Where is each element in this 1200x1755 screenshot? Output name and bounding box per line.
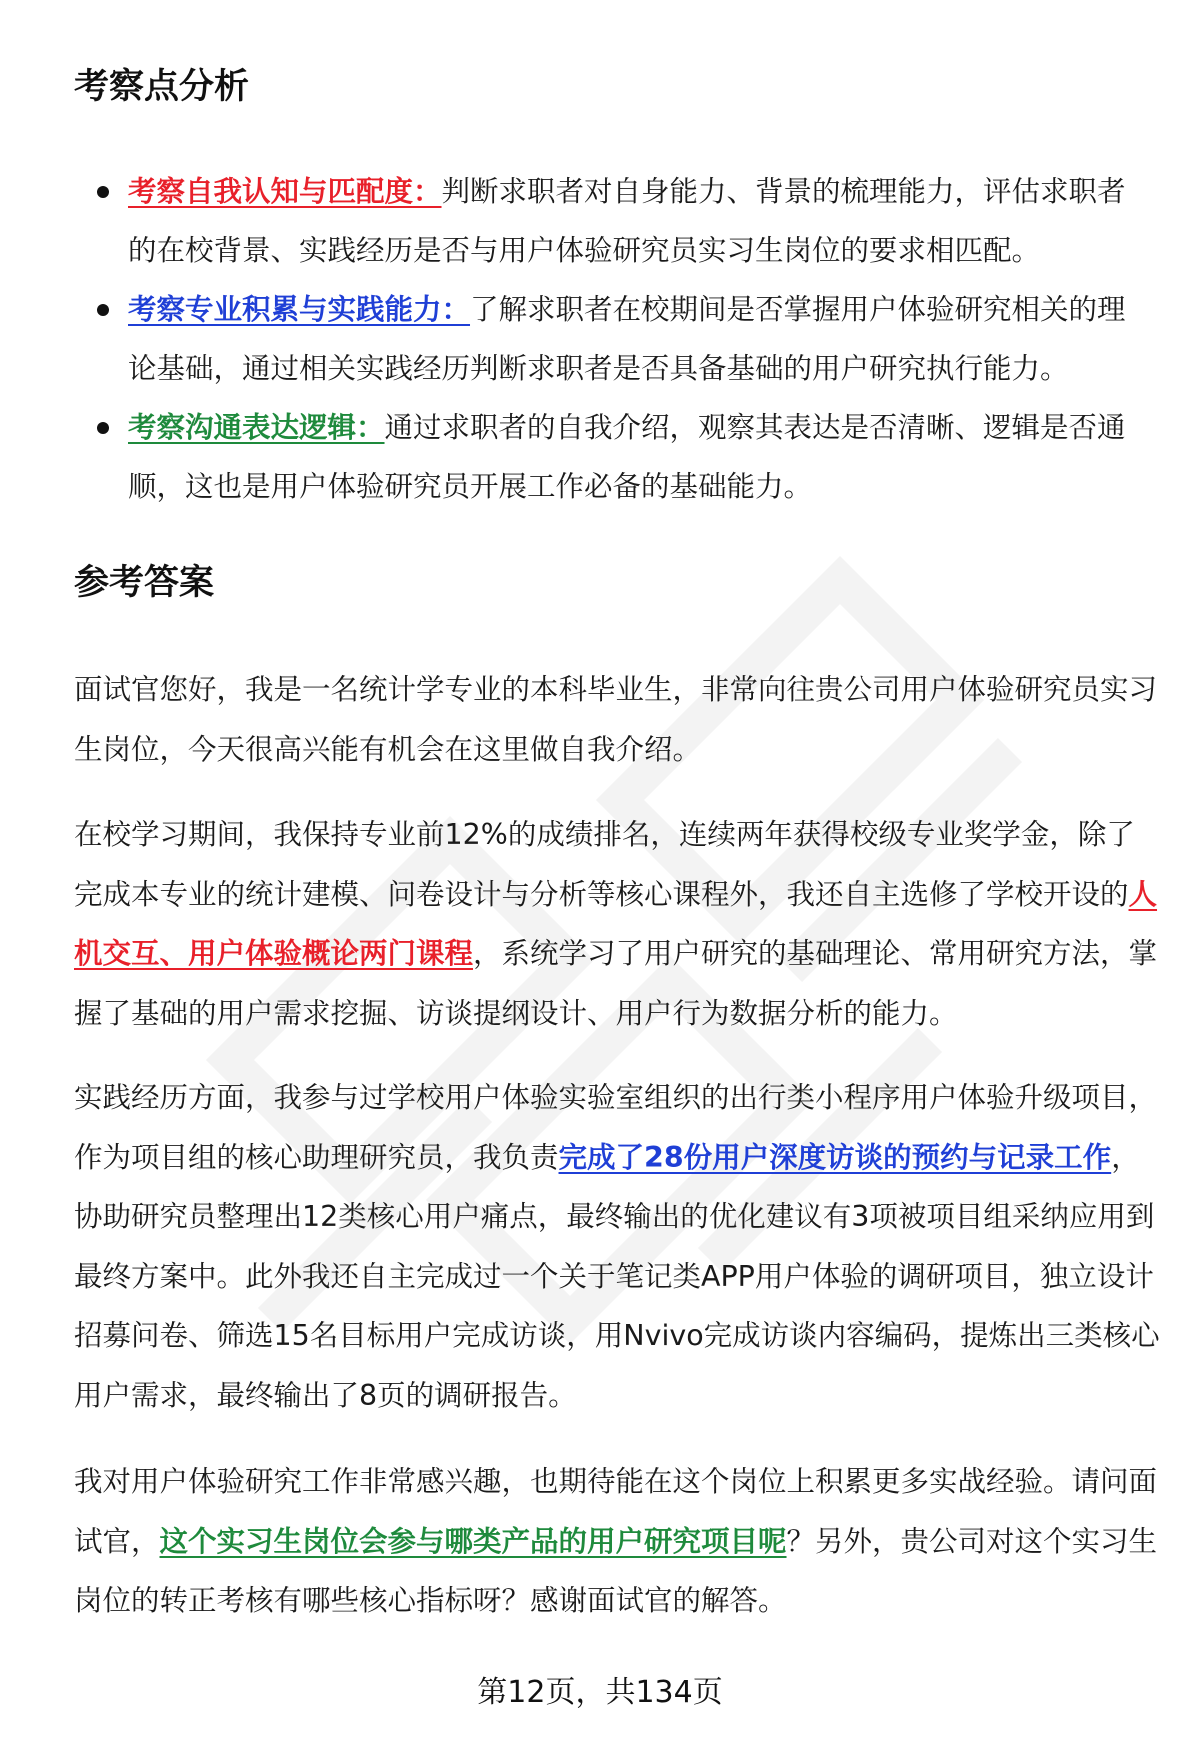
list-item bbox=[0, 162, 1200, 280]
section-title-analysis: 考察点分析 bbox=[74, 67, 250, 107]
answer-paragraph-closing bbox=[74, 1452, 1160, 1631]
paragraph-text: 在校学习期间，我保持专业前12%的成绩排名，连续两年获得校级专业奖学金，除了完成本专业的统计建模、问卷设计与分析等核心课程外，我还自主选修了学校开设的 bbox=[74, 818, 1135, 911]
paragraph-text: 面试官您好，我是一名统计学专业的本科毕业生，非常向往贵公司用户体验研究员实习生岗位，今天很高兴能有机会在这里做自我介绍。 bbox=[74, 673, 1158, 766]
bullet-text: 判断求职者对自身能力、背景的梳理能力，评估求职者的在校背景、实践经历是否与用户体验研究员实习生岗位的要求相匹配。 bbox=[128, 175, 1126, 267]
bullet-dot-icon bbox=[97, 186, 109, 198]
paragraph-text: 我对用户体验研究工作非常感兴趣，也期待能在这个岗位上积累更多实战经验。请问面试官， bbox=[74, 1465, 1158, 1558]
bullet-label-communication: 考察沟通表达逻辑： bbox=[128, 411, 385, 444]
answer-paragraph-intro bbox=[74, 660, 1160, 779]
list-item bbox=[0, 398, 1200, 516]
bullet-dot-icon bbox=[97, 422, 109, 434]
highlight-courses: 人机交互、用户体验概论两门课程 bbox=[74, 877, 1158, 970]
page-number: 第12页，共134页 bbox=[477, 1675, 723, 1710]
answer-paragraph-practice bbox=[74, 1068, 1160, 1425]
list-item bbox=[0, 280, 1200, 398]
paragraph-text: 实践经历方面，我参与过学校用户体验实验室组织的出行类小程序用户体验升级项目，作为项目组的核心助理研究员，我负责 bbox=[74, 1081, 1158, 1174]
highlight-question: 这个实习生岗位会参与哪类产品的用户研究项目呢 bbox=[159, 1524, 787, 1558]
answer-paragraph-study bbox=[74, 805, 1160, 1043]
section-title-answer: 参考答案 bbox=[74, 563, 215, 603]
paragraph-text: ，系统学习了用户研究的基础理论、常用研究方法，掌握了基础的用户需求挖掘、访谈提纲设计、用户行为数据分析的能力。 bbox=[74, 937, 1158, 1030]
paragraph-text: ，协助研究员整理出12类核心用户痛点，最终输出的优化建议有3项被项目组采纳应用到最终方案中。此外我还自主完成过一个关于笔记类APP用户体验的调研项目，独立设计招募问卷、筛选15名目标用户完成访谈，用Nvivo完成访谈内容编码，提炼出三类核心用户需求，最终输出了8页的调研报告。 bbox=[74, 1140, 1160, 1412]
bullet-text: 通过求职者的自我介绍，观察其表达是否清晰、逻辑是否通顺，这也是用户体验研究员开展工作必备的基础能力。 bbox=[128, 411, 1126, 503]
highlight-interviews: 完成了28份用户深度访谈的预约与记录工作 bbox=[558, 1140, 1112, 1174]
bullet-label-self-awareness: 考察自我认知与匹配度： bbox=[128, 175, 442, 208]
bullet-text: 了解求职者在校期间是否掌握用户体验研究相关的理论基础，通过相关实践经历判断求职者是否具备基础的用户研究执行能力。 bbox=[128, 293, 1126, 385]
bullet-label-professional: 考察专业积累与实践能力： bbox=[128, 293, 471, 326]
bullet-dot-icon bbox=[97, 304, 109, 316]
paragraph-text: ？另外，贵公司对这个实习生岗位的转正考核有哪些核心指标呀？感谢面试官的解答。 bbox=[74, 1524, 1158, 1617]
analysis-bullet-list bbox=[0, 162, 1200, 516]
